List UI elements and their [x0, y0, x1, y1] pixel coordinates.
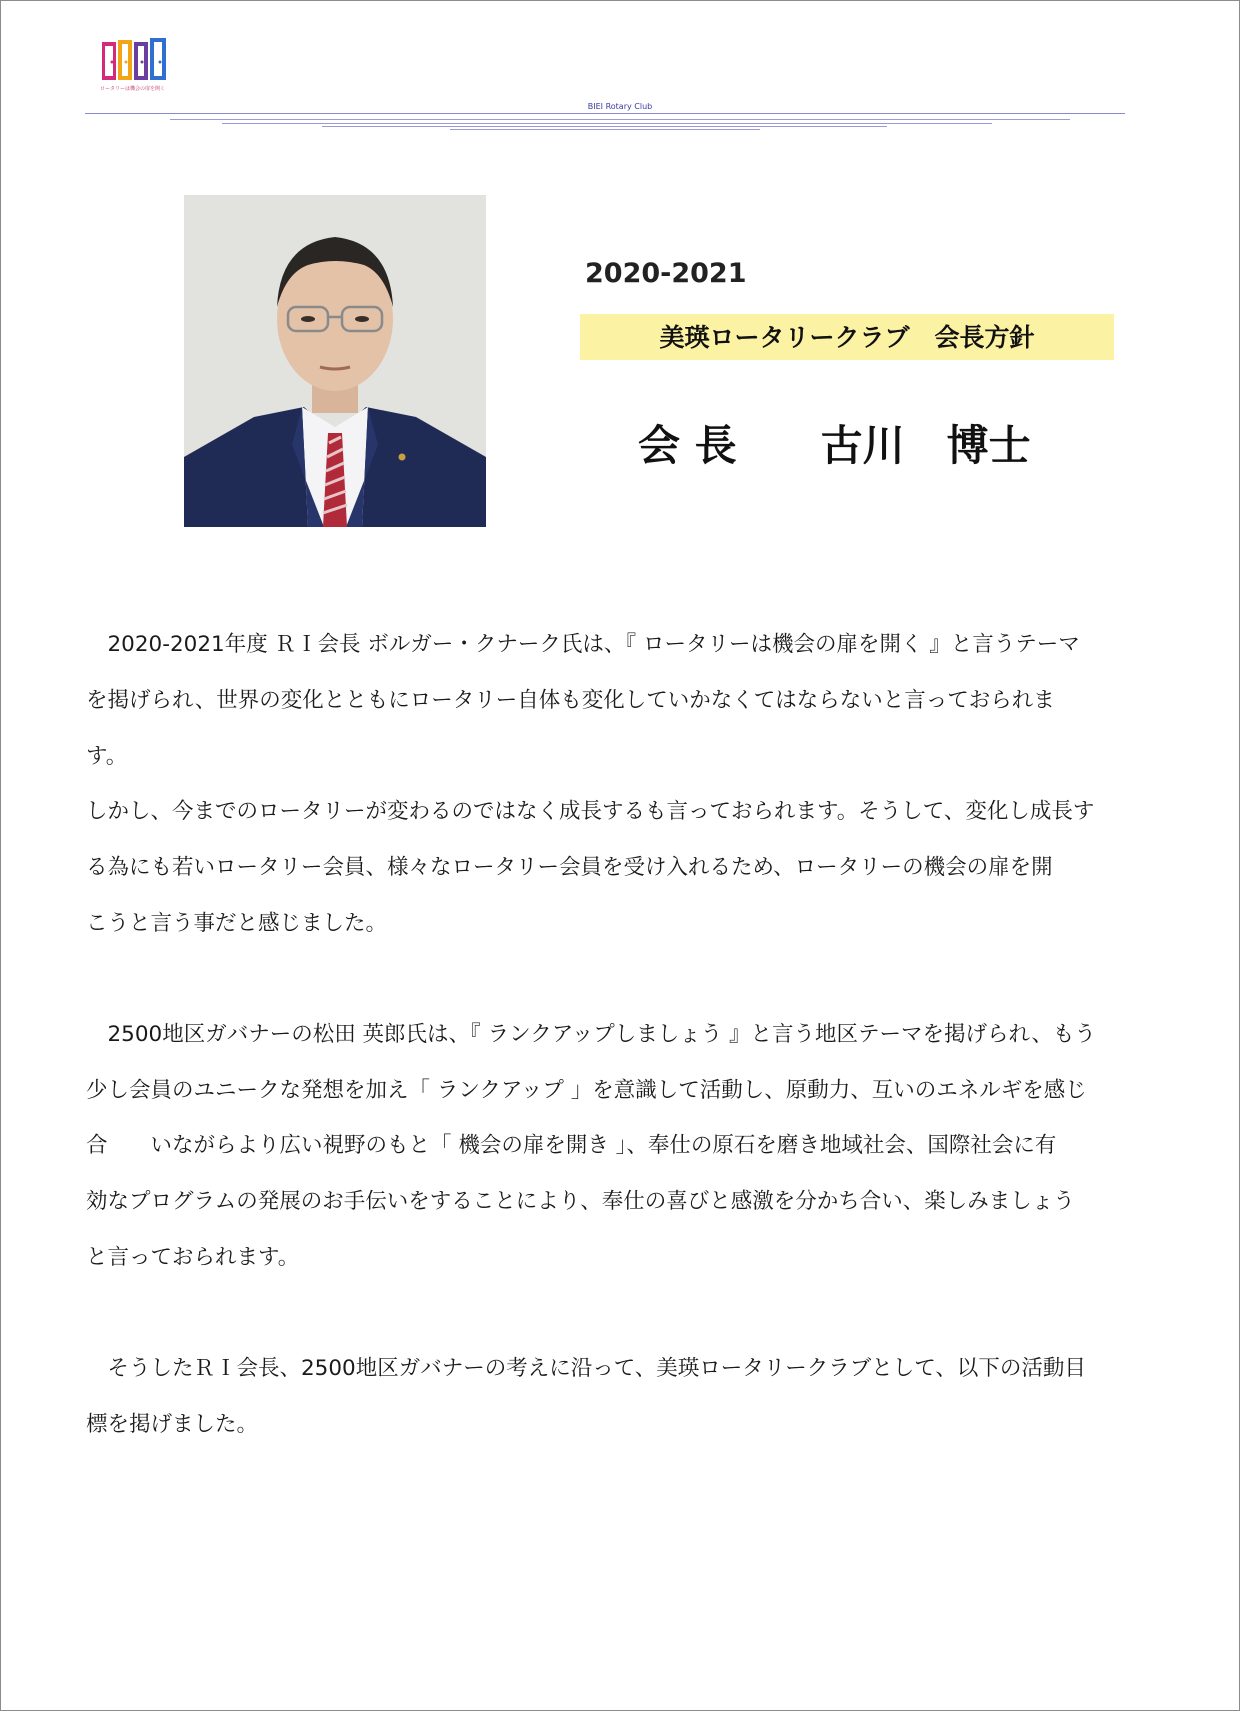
body-line: 2500地区ガバナーの松田 英郎氏は、『 ランクアップしましょう 』と言う地区テーマを掲げられ、もう	[86, 1022, 1096, 1047]
body-line: る為にも若いロータリー会員、様々なロータリー会員を受け入れるため、ロータリーの機会の扉を開	[86, 855, 1053, 880]
fiscal-year: 2020-2021	[585, 258, 747, 289]
body-line: 標を掲げました。	[86, 1412, 259, 1437]
president-name: 会 長 古川 博士	[638, 421, 1031, 470]
club-name: BIEI Rotary Club	[587, 102, 653, 111]
body-line: 少し会員のユニークな発想を加え「 ランクアップ 」を意識して活動し、原動力、互いのエネルギを感じ	[86, 1078, 1087, 1103]
body-line: 効なプログラムの発展のお手伝いをすることにより、奉仕の喜びと感激を分かち合い、楽しみましょう	[86, 1189, 1075, 1214]
policy-title-banner	[580, 314, 1114, 360]
body-line: す。	[86, 744, 128, 769]
body-line: 合 いながらより広い視野のもと「 機会の扉を開き 」、奉仕の原石を磨き地域社会、国際社会に有	[86, 1133, 1057, 1158]
logo-caption: ロータリーは機会の扉を開く	[100, 86, 166, 92]
policy-title: 美瑛ロータリークラブ 会長方針	[659, 323, 1035, 352]
body-line: しかし、今までのロータリーが変わるのではなく成長するも言っておられます。そうして、変化し成長す	[86, 799, 1095, 824]
body-line: 2020-2021年度 ＲＩ会長 ボルガー・クナーク氏は、『 ロータリーは機会の扉を開く 』と言うテーマ	[86, 632, 1080, 657]
header-rule	[450, 129, 760, 130]
body-line: そうしたＲＩ会長、2500地区ガバナーの考えに沿って、美瑛ロータリークラブとして、以下の活動目	[86, 1356, 1086, 1381]
president-portrait	[184, 195, 486, 527]
header-rule	[322, 126, 887, 127]
body-line: こうと言う事だと感じました。	[86, 911, 388, 936]
header-rule	[222, 123, 992, 124]
header-rule	[170, 119, 1070, 120]
header-rule	[85, 113, 1125, 114]
body-line: と言っておられます。	[86, 1245, 300, 1270]
body-line: を掲げられ、世界の変化とともにロータリー自体も変化していかなくてはならないと言っておられま	[86, 688, 1055, 713]
